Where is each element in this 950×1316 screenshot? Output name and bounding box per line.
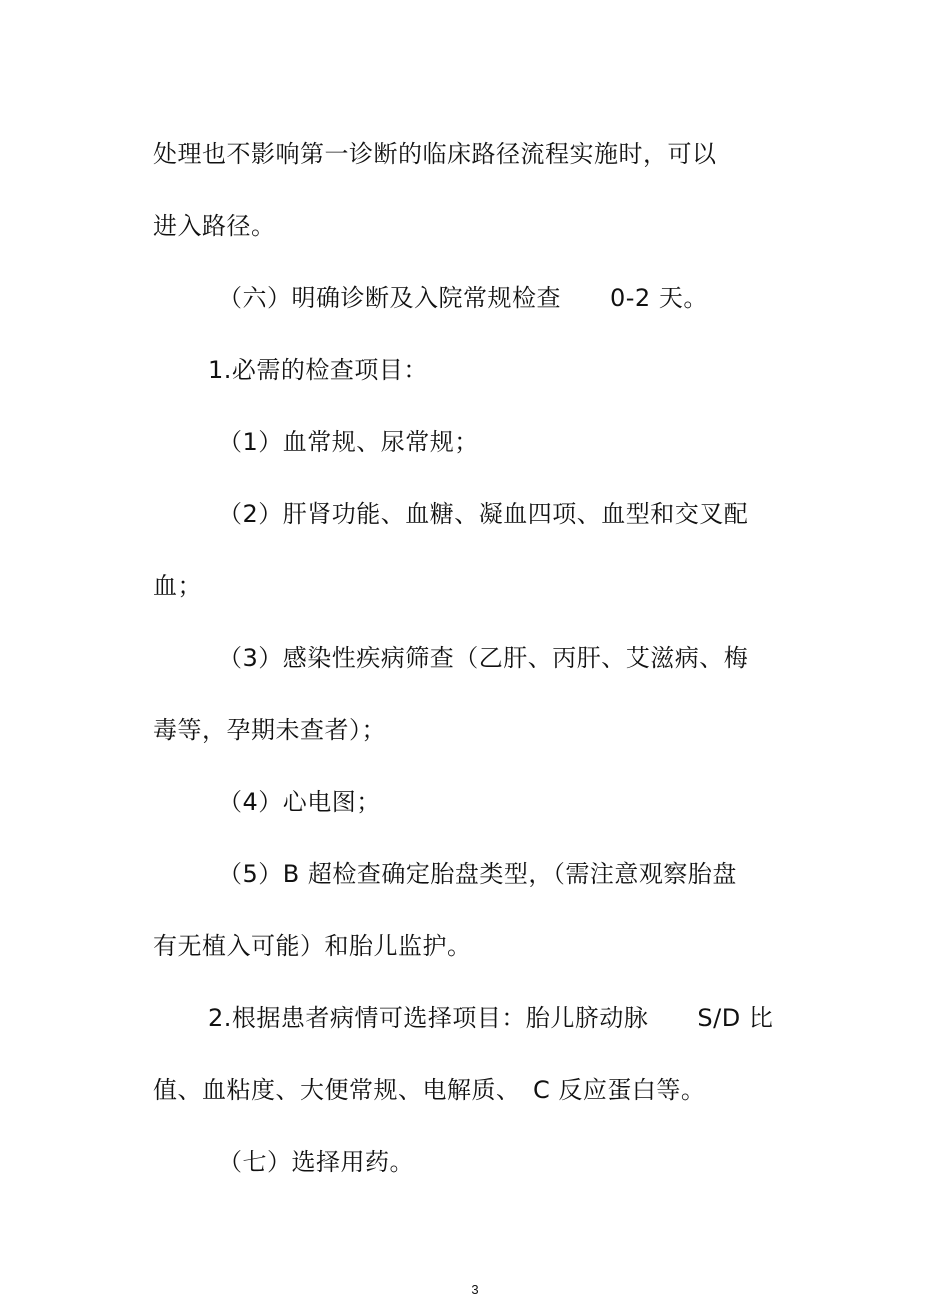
page-number: 3 [471, 1282, 479, 1297]
text-line: 值、血粘度、大便常规、电解质、 C 反应蛋白等。 [153, 1076, 706, 1104]
list-item: （3）感染性疾病筛查（乙肝、丙肝、艾滋病、梅 [218, 644, 749, 672]
text-line: 处理也不影响第一诊断的临床路径流程实施时，可以 [153, 140, 717, 168]
list-item: （2）肝肾功能、血糖、凝血四项、血型和交叉配 [218, 500, 749, 528]
list-item: （1）血常规、尿常规； [218, 428, 479, 456]
text-line: 血； [153, 572, 202, 600]
list-heading: 1.必需的检查项目： [208, 356, 428, 384]
text-line: 进入路径。 [153, 212, 276, 240]
text-line: 毒等，孕期未查者）； [153, 716, 386, 744]
section-heading: （七）选择用药。 [218, 1148, 414, 1176]
text-line: 有无植入可能）和胎儿监护。 [153, 932, 472, 960]
section-heading: （六）明确诊断及入院常规检查 0-2 天。 [218, 284, 708, 312]
list-item: （5）B 超检查确定胎盘类型，（需注意观察胎盘 [218, 860, 737, 888]
list-heading: 2.根据患者病情可选择项目：胎儿脐动脉 S/D 比 [208, 1004, 774, 1032]
list-item: （4）心电图； [218, 788, 381, 816]
